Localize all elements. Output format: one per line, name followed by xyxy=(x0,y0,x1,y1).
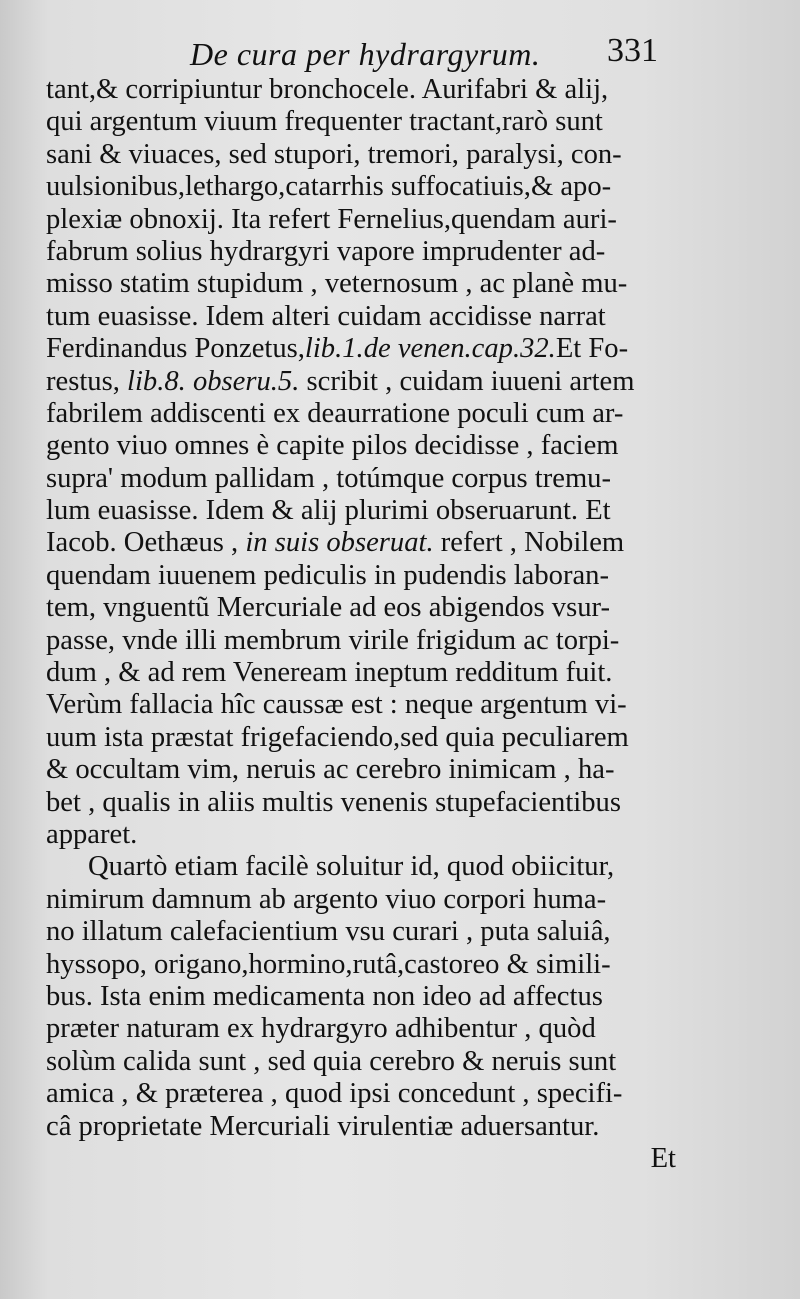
text-line: passe, vnde illi membrum virile frigidum ac torpi- xyxy=(46,624,620,656)
text-line: fabrilem addiscenti ex deaurratione poculi cum ar- xyxy=(46,397,624,429)
text-line: dum , & ad rem Veneream ineptum redditum fuit. xyxy=(46,657,613,689)
text-line: Iacob. Oethæus , in suis obseruat. refert , Nobilem xyxy=(46,527,625,559)
text-line: solùm calida sunt , sed quia cerebro & neruis sunt xyxy=(46,1045,617,1077)
text-line: bet , qualis in aliis multis venenis stupefacientibus xyxy=(46,786,621,818)
text-line: amica , & præterea , quod ipsi concedunt , specifi- xyxy=(46,1078,623,1110)
text-line: nimirum damnum ab argento viuo corpori huma- xyxy=(46,883,607,915)
catchword: Et xyxy=(650,1142,676,1174)
text-line: restus, lib.8. obseru.5. scribit , cuidam iuueni artem xyxy=(46,365,635,397)
page-number: 331 xyxy=(607,32,658,69)
text-line: sani & viuaces, sed stupori, tremori, paralysi, con- xyxy=(46,138,622,170)
text-line: lum euasisse. Idem & alij plurimi obseruarunt. Et xyxy=(46,495,611,527)
text-line: apparet. xyxy=(46,818,138,850)
body-text xyxy=(46,74,676,1175)
text-line: supra' modum pallidam , totúmque corpus tremu- xyxy=(46,462,612,494)
text-line: quendam iuuenem pediculis in pudendis laboran- xyxy=(46,559,609,591)
text-line: misso statim stupidum , veternosum , ac planè mu- xyxy=(46,268,628,300)
text-line: hyssopo, origano,hormino,rutâ,castoreo & simili- xyxy=(46,948,611,980)
text-line: Ferdinandus Ponzetus,lib.1.de venen.cap.32.Et Fo- xyxy=(46,333,629,365)
text-line: gento viuo omnes è capite pilos decidisse , faciem xyxy=(46,430,619,462)
text-line: bus. Ista enim medicamenta non ideo ad affectus xyxy=(46,980,603,1012)
text-line: fabrum solius hydrargyri vapore imprudenter ad- xyxy=(46,235,606,267)
text-line: & occultam vim, neruis ac cerebro inimicam , ha- xyxy=(46,754,615,786)
text-line: qui argentum viuum frequenter tractant,rarò sunt xyxy=(46,106,603,138)
text-line: Verùm fallacia hîc caussæ est : neque argentum vi- xyxy=(46,689,627,721)
text-line: uulsionibus,lethargo,catarrhis suffocatiuis,& apo- xyxy=(46,171,612,203)
text-line: tem, vnguentũ Mercuriale ad eos abigendos vsur- xyxy=(46,592,610,624)
text-line: tant,& corripiuntur bronchocele. Aurifabri & alij, xyxy=(46,74,609,105)
text-line: tum euasisse. Idem alteri cuidam accidisse narrat xyxy=(46,300,606,332)
citation: in suis obseruat. xyxy=(245,527,434,559)
text-line: câ proprietate Mercuriali virulentiæ aduersantur. xyxy=(46,1110,600,1142)
text-line: præter naturam ex hydrargyro adhibentur , quòd xyxy=(46,1013,596,1045)
text-line: no illatum calefacientium vsu curari , puta saluiâ, xyxy=(46,916,611,948)
citation: lib.8. obseru.5. xyxy=(127,365,300,397)
citation: lib.1.de venen.cap.32. xyxy=(304,333,556,365)
running-title: De cura per hydrargyrum. xyxy=(190,36,541,72)
text-line: uum ista præstat frigefaciendo,sed quia peculiarem xyxy=(46,721,629,753)
text-line: Quartò etiam facilè soluitur id, quod obiicitur, xyxy=(88,851,615,883)
text-line: plexiæ obnoxij. Ita refert Fernelius,quendam auri- xyxy=(46,203,617,235)
